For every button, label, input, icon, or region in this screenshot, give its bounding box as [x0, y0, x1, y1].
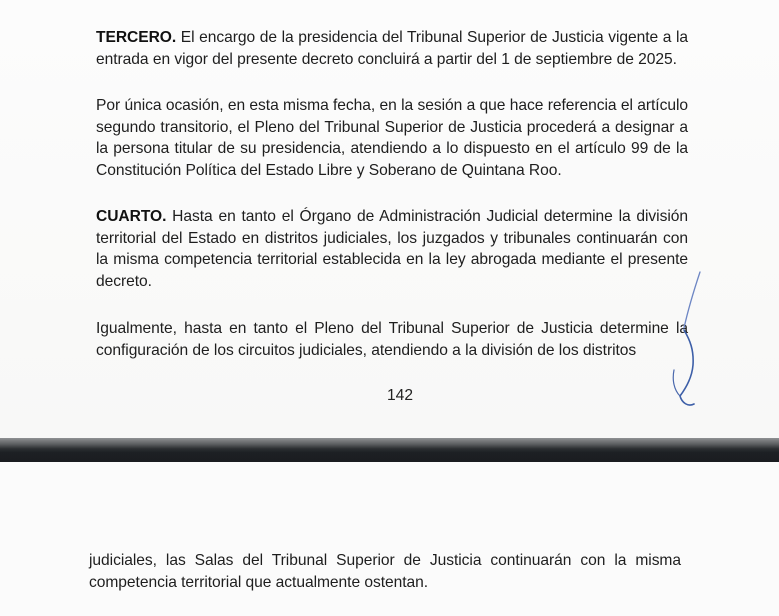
page-break-divider	[0, 438, 779, 462]
paragraph-text: Hasta en tanto el Órgano de Administración Judicial determine la división territorial del Estado en distritos judiciales, los juzgados y tribunales continuarán con la misma competencia territorial establecida en la ley abrogada mediante el presente decreto.	[96, 208, 688, 290]
paragraph-text: El encargo de la presidencia del Tribunal Superior de Justicia vigente a la entrada en vigor del presente decreto concluirá a partir del 1 de septiembre de 2025.	[96, 29, 688, 68]
likewise-paragraph	[96, 318, 688, 361]
paragraph-text: judiciales, las Salas del Tribunal Superior de Justicia continuarán con la misma competencia territorial que actualmente ostentan.	[89, 552, 681, 591]
page-number: 142	[386, 387, 414, 404]
article-cuarto-paragraph	[96, 206, 688, 292]
sole-occasion-paragraph	[96, 95, 688, 181]
continuation-paragraph	[89, 550, 681, 593]
article-tercero-paragraph	[96, 27, 688, 70]
paragraph-text: Igualmente, hasta en tanto el Pleno del Tribunal Superior de Justicia determine la configuración de los circuitos judiciales, atendiendo a la división de los distritos	[96, 320, 688, 359]
paragraph-text: Por única ocasión, en esta misma fecha, en la sesión a que hace referencia el artículo segundo transitorio, el Pleno del Tribunal Superior de Justicia procederá a designar a la persona titular de su presidencia, atendiendo a lo dispuesto en el artículo 99 de la Constitución Política del Estado Libre y Soberano de Quintana Roo.	[96, 97, 688, 179]
article-lead: TERCERO.	[96, 29, 177, 46]
article-lead: CUARTO.	[96, 208, 167, 225]
